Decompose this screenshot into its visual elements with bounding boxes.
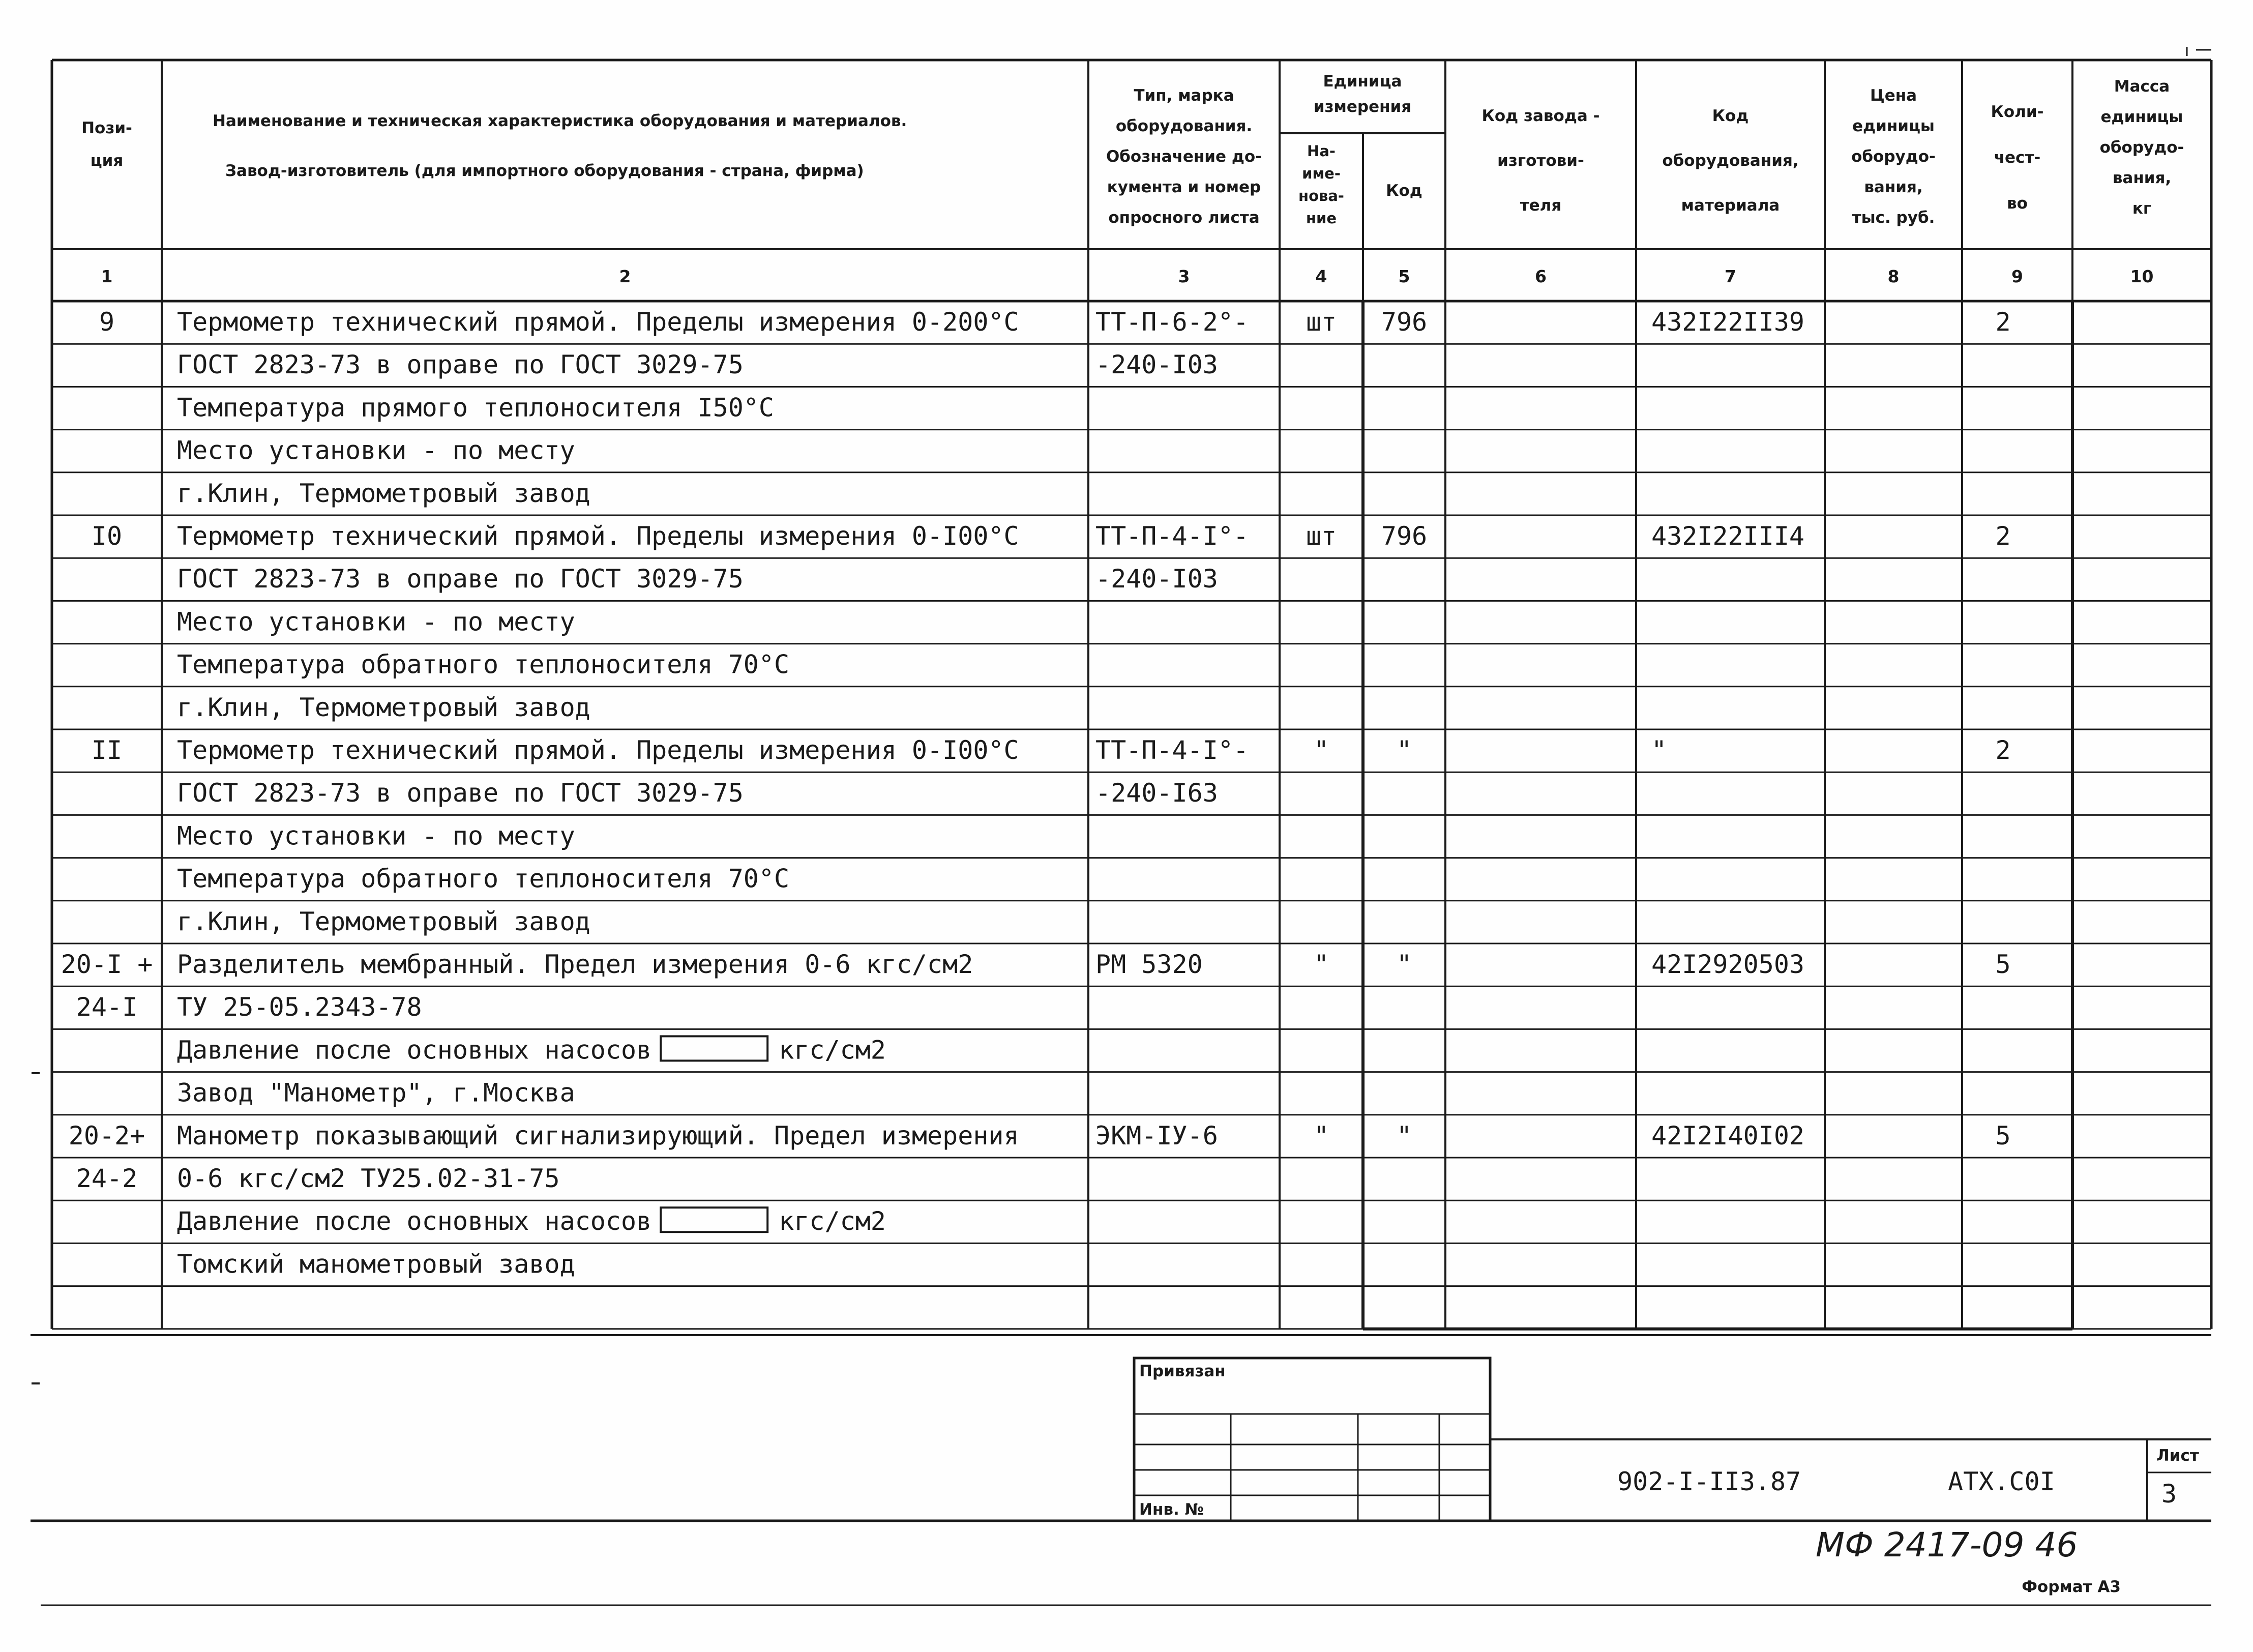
cell-equip: 432I22II39 (1651, 307, 1805, 337)
cell-pos: 20-2+ (68, 1120, 145, 1150)
table-row (61, 950, 2011, 979)
cell-equip: " (1651, 735, 1667, 765)
cell-qty: 2 (1995, 521, 2011, 551)
cell-name: Температура обратного теплоносителя 70°С (177, 864, 790, 894)
cell-name: ГОСТ 2823-73 в оправе по ГОСТ 3029-75 (177, 778, 744, 808)
header-quantity: чест- (1994, 149, 2041, 167)
cell-name: ТУ 25-05.2343-78 (177, 992, 422, 1022)
header-position: ция (90, 152, 124, 170)
header-mass: оборудо- (2099, 138, 2184, 157)
cell-name: Термометр технический прямой. Пределы измерения 0-I00°С (177, 735, 1019, 765)
header-position: Пози- (81, 119, 132, 137)
cell-name: Томский манометровый завод (177, 1249, 575, 1279)
header-equipment-code: материала (1681, 196, 1780, 215)
table-row (92, 735, 2011, 765)
cell-qty: 2 (1995, 735, 2011, 765)
header-equipment-code: оборудования, (1662, 152, 1799, 170)
cell-equip: 432I22III4 (1651, 521, 1805, 551)
cell-name: Температура обратного теплоносителя 70°С (177, 650, 790, 680)
cell-name: Термометр технический прямой. Пределы измерения 0-I00°С (177, 521, 1019, 551)
sheet-label: Лист (2156, 1447, 2199, 1465)
header-manufacturer-line: Завод-изготовитель (для импортного оборудования - страна, фирма) (225, 162, 864, 180)
table-row (177, 350, 1218, 379)
cell-name: Температура прямого теплоносителя I50°С (177, 393, 774, 423)
header-type: Тип, марка (1134, 86, 1234, 105)
column-number: 2 (619, 267, 631, 286)
cell-equip: 42I2920503 (1651, 950, 1805, 979)
header-name-line: Наименование и техническая характеристика оборудования и материалов. (213, 112, 907, 130)
cell-pos: 20-I + (61, 950, 153, 979)
cell-name: Место установки - по месту (177, 435, 575, 465)
title-block (31, 1073, 2211, 1605)
table-row (177, 1249, 575, 1279)
header-price: вания, (1864, 178, 1923, 196)
header-unit-group: Единица (1323, 72, 1402, 91)
header-unit-group: измерения (1313, 98, 1412, 116)
table-row (177, 393, 774, 422)
header-price: Цена (1870, 86, 1917, 105)
table-row (177, 607, 575, 636)
header-unit-name: име- (1302, 165, 1341, 182)
cell-type: -240-I03 (1095, 350, 1218, 380)
cell-code: 796 (1381, 307, 1428, 337)
corner-mark (2187, 47, 2211, 56)
table-row (177, 479, 590, 508)
cell-type: РМ 5320 (1095, 950, 1203, 979)
cell-name: Манометр показывающий сигнализирующий. Предел измерения (177, 1120, 1019, 1150)
document-code: АТХ.C0I (1948, 1467, 2055, 1496)
cell-name: Термометр технический прямой. Пределы измерения 0-200°С (177, 307, 1019, 337)
cell-unit: шт (1306, 307, 1337, 337)
table-row (177, 693, 590, 722)
table-row (69, 1121, 2011, 1150)
header-mass: единицы (2100, 108, 2183, 126)
header-quantity: во (2007, 194, 2028, 213)
cell-name: Давление после основных насосов (177, 1206, 652, 1236)
cell-type: ТТ-П-4-I°- (1095, 521, 1249, 551)
cell-type: -240-I63 (1095, 778, 1218, 808)
cell-type: ЭКМ-IУ-6 (1095, 1120, 1218, 1150)
table-row (92, 521, 2011, 551)
cell-code: " (1396, 735, 1412, 765)
cell-pos: I0 (91, 521, 123, 551)
format-label: Формат А3 (2022, 1578, 2121, 1596)
header-unit-code: Код (1386, 182, 1422, 200)
table-row (76, 992, 422, 1022)
cell-qty: 5 (1995, 950, 2011, 979)
header-manufacturer-code: теля (1520, 196, 1562, 215)
archive-number-handwritten: МФ 2417-09 46 (1816, 1525, 2078, 1565)
cell-qty: 5 (1995, 1120, 2011, 1150)
cell-pos: 9 (99, 307, 115, 337)
header-type: оборудования. (1115, 117, 1253, 135)
header-price: тыс. руб. (1852, 209, 1935, 227)
document-number: 902-I-II3.87 (1617, 1467, 1801, 1496)
cell-name-suffix: кгс/см2 (779, 1035, 886, 1065)
cell-name: Завод "Манометр", г.Москва (177, 1078, 575, 1108)
cell-name: Место установки - по месту (177, 607, 575, 637)
cell-code: 796 (1381, 521, 1428, 551)
cell-code: " (1396, 950, 1412, 979)
cell-unit: " (1313, 950, 1329, 979)
cell-type: ТТ-П-6-2°- (1095, 307, 1249, 337)
table-row (177, 1035, 886, 1065)
cell-name: г.Клин, Термометровый завод (177, 692, 590, 722)
header-unit-name: нова- (1298, 187, 1344, 204)
cell-name-suffix: кгс/см2 (779, 1206, 886, 1236)
cell-code: " (1396, 1120, 1412, 1150)
column-number: 6 (1535, 267, 1547, 286)
tied-block (1134, 1358, 1490, 1521)
header-type: опросного листа (1108, 209, 1260, 227)
header-mass: Масса (2114, 77, 2170, 96)
cell-name: г.Клин, Термометровый завод (177, 906, 590, 936)
header-mass: кг (2132, 199, 2152, 218)
inventory-label: Инв. № (1139, 1500, 1204, 1519)
cell-pos: 24-2 (76, 1164, 138, 1193)
table-row (99, 307, 2011, 337)
cell-name: Давление после основных насосов (177, 1035, 652, 1065)
table-row (76, 1164, 560, 1193)
cell-unit: шт (1306, 521, 1337, 551)
cell-pos: 24-I (76, 992, 138, 1022)
column-number: 3 (1178, 267, 1190, 286)
table-header (81, 72, 2184, 227)
column-number: 1 (101, 267, 113, 286)
table-row (177, 1206, 886, 1236)
column-number: 8 (1887, 267, 1900, 286)
cell-pos: II (91, 735, 123, 765)
column-number: 7 (1725, 267, 1736, 286)
header-mass: вания, (2112, 169, 2172, 187)
header-unit-name: На- (1307, 142, 1336, 160)
tied-label: Привязан (1139, 1362, 1226, 1380)
header-type: кумента и номер (1107, 178, 1261, 196)
table-body (61, 307, 2011, 1279)
column-number: 9 (2011, 267, 2023, 286)
table-row (177, 778, 1218, 808)
header-price: единицы (1852, 117, 1935, 135)
column-number: 5 (1398, 267, 1410, 286)
cell-qty: 2 (1995, 307, 2011, 337)
table-row (177, 864, 789, 894)
cell-name: ГОСТ 2823-73 в оправе по ГОСТ 3029-75 (177, 350, 744, 380)
column-number: 4 (1315, 267, 1327, 286)
cell-unit: " (1313, 1120, 1329, 1150)
cell-name: г.Клин, Термометровый завод (177, 478, 590, 508)
header-price: оборудо- (1851, 148, 1936, 166)
cell-type: ТТ-П-4-I°- (1095, 735, 1249, 765)
table-row (177, 564, 1218, 594)
table-row (177, 650, 789, 680)
header-manufacturer-code: Код завода - (1481, 107, 1600, 125)
table-row (177, 436, 575, 465)
header-equipment-code: Код (1712, 107, 1749, 125)
pressure-value-box (661, 1207, 767, 1232)
cell-equip: 42I2I40I02 (1651, 1120, 1805, 1150)
table-row (177, 1078, 575, 1108)
cell-name: Разделитель мембранный. Предел измерения 0-6 кгс/см2 (177, 950, 973, 979)
cell-name: 0-6 кгс/см2 ТУ25.02-31-75 (177, 1164, 560, 1193)
column-number-row (101, 267, 2154, 286)
cell-name: Место установки - по месту (177, 821, 575, 851)
pressure-value-box (661, 1036, 767, 1060)
cell-type: -240-I03 (1095, 564, 1218, 594)
header-unit-name: ние (1306, 210, 1337, 227)
cell-unit: " (1313, 735, 1329, 765)
header-quantity: Коли- (1991, 103, 2044, 121)
column-number: 10 (2130, 267, 2154, 286)
sheet-number: 3 (2161, 1479, 2177, 1509)
cell-name: ГОСТ 2823-73 в оправе по ГОСТ 3029-75 (177, 564, 744, 594)
table-row (177, 821, 575, 850)
header-type: Обозначение до- (1106, 148, 1262, 166)
header-manufacturer-code: изготови- (1497, 152, 1584, 170)
table-row (177, 907, 590, 936)
